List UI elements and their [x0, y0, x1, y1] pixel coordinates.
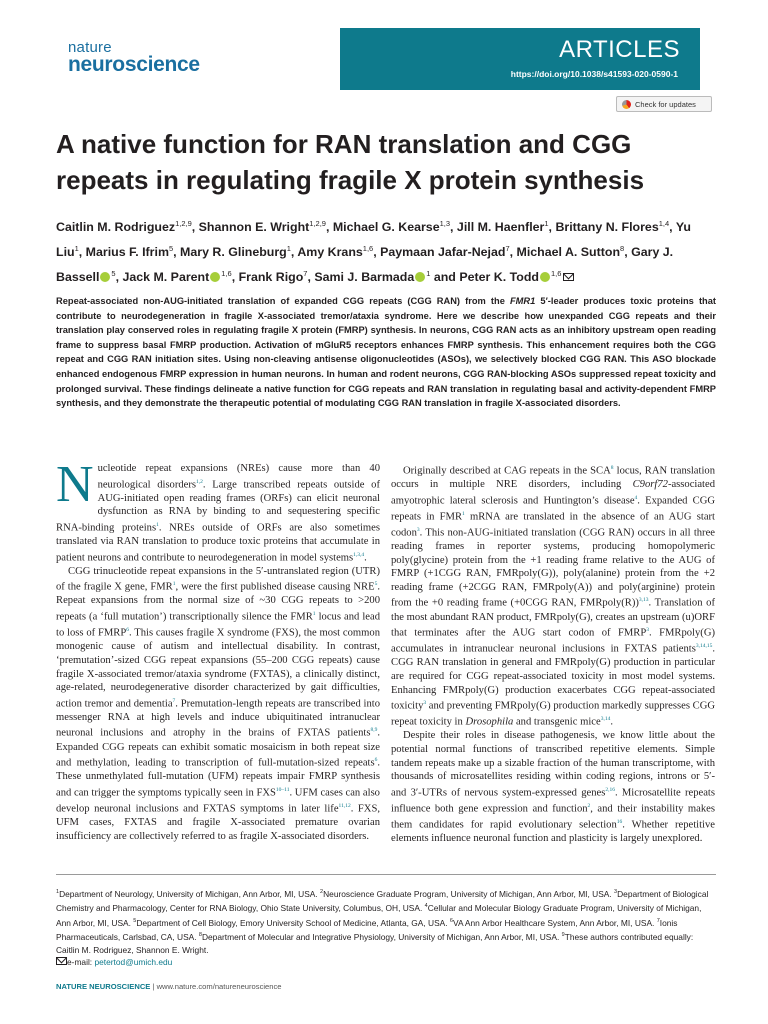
- author-name[interactable]: Sami J. Barmada: [314, 270, 415, 285]
- orcid-icon[interactable]: [540, 272, 550, 282]
- affiliation-marker: 1,3: [439, 219, 451, 228]
- affiliation-marker: 7: [303, 269, 308, 279]
- affiliation-marker: 8: [620, 244, 625, 254]
- affiliation-marker: 1,6: [221, 269, 232, 279]
- affiliation-marker: 7: [505, 244, 510, 254]
- doi-link[interactable]: https://doi.org/10.1038/s41593-020-0590-1: [510, 69, 678, 79]
- author-name[interactable]: Jack M. Parent: [122, 270, 210, 285]
- journal-logo[interactable]: [68, 40, 200, 75]
- author-name[interactable]: Michael A. Sutton: [516, 245, 621, 260]
- affiliation-marker: 5: [111, 269, 116, 279]
- section-label: ARTICLES: [559, 36, 680, 63]
- author-name[interactable]: Amy Krans: [297, 245, 363, 260]
- affiliation-marker: 1,4: [658, 219, 670, 228]
- author-name[interactable]: Peter K. Todd: [459, 270, 539, 285]
- corresponding-email-link[interactable]: petertod@umich.edu: [94, 957, 173, 968]
- author-name[interactable]: Paymaan Jafar-Nejad: [380, 245, 506, 260]
- author-name[interactable]: Caitlin M. Rodriguez: [56, 220, 176, 235]
- affiliation-marker: 1,6: [550, 269, 562, 279]
- footer-journal-url[interactable]: www.nature.com/natureneuroscience: [156, 982, 282, 991]
- author-name[interactable]: Michael G. Kearse: [332, 220, 440, 235]
- envelope-icon[interactable]: [563, 273, 574, 281]
- crossmark-icon: [622, 100, 631, 109]
- affiliation-marker: 1: [286, 244, 291, 254]
- orcid-icon[interactable]: [210, 272, 220, 282]
- author-name[interactable]: Yu Liu: [56, 220, 691, 260]
- paragraph: CGG trinucleotide repeat expansions in the 5′-untranslated region (UTR) of the fragile X gene, FMR$^1$, were the first published disease causing NRE$^5$. Repeat expansions from the normal size of ~30 CGG repeats to >200 repeats (a ‘full mutation’) transcriptionally silence the FMR$^1$ locus and lead to loss of FMRP$^6$. This causes fragile X syndrome (FXS), the most common monogenic cause of autism and intellectual disability. In contrast, ‘premutation’-sized CGG repeat expansions (55–200 CGG repeats) cause fragile X-associated tremor/ataxia syndrome (FXTAS), a clinically distinct, age-related, neurodegenerative disorder characterized by gait difficulties, action tremor and dementia$^7$. Premutation-length repeats are transcribed into messenger RNA at high levels and induce ubiquitinated intranuclear neuronal inclusions and atrophy in the brains of FXTAS patients$^{8,9}$. Expanded CGG repeats can exhibit somatic mosaicism in both repeat size and methylation, leading to transcription of full-mutation-sized repeats$^6$. These unmethylated full-mutation (UFM) repeats impair FMRP synthesis and can trigger the symptoms typically seen in FXS$^{10-11}$. UFM cases can also develop neuronal inclusions and FXTAS symptoms in later life$^{11,12}$. FXS, UFM cases, FXTAS and fragile X-associated premature ovarian insufficiency are collectively referred to as fragile X-associated disorders.: [56, 565, 380, 842]
- page-footer: [56, 982, 282, 991]
- paragraph: Despite their roles in disease pathogenesis, we know little about the potential normal functions of transcribed repetitive elements. Simple tandem repeats make up a sizable fraction of the human transcriptome, with thousands of microsatellites residing within coding regions, introns or 5′- and 3′-UTRs of nervous system-expressed genes$^{2,16}$. Microsatellite repeats influence both gene expression and function$^2$, and their instability makes them candidates for rapid evolutionary selection$^{16}$. Whether repetitive elements influence neuronal function and plasticity is largely unexplored.: [391, 730, 715, 845]
- affiliation-marker: 1: [426, 269, 431, 279]
- author-name[interactable]: Mary R. Glineburg: [180, 245, 287, 260]
- affiliation-marker: 1,2,9: [309, 219, 326, 228]
- paragraph: ucleotide repeat expansions (NREs) cause more than 40 neurological disorders$^{1,2}$. Large transcribed repeats outside of AUG-initiated open reading frames (ORFs) can elicit neuronal dysfunction as RNA by binding to and sequestering specific RNA-binding proteins$^1$. NREs outside of ORFs are also sometimes translated via RAN translation to produce toxic proteins that accumulate in patient neurons and contribute to neurodegeneration in model systems$^{1,3,4}$.: [56, 463, 381, 564]
- affiliation-marker: 5: [168, 244, 174, 254]
- author-list: Caitlin M. Rodriguez$^{1,2,9}$, Shannon E. Wright$^{1,2,9}$, Michael G. Kearse$^{1,3}$, Jill M. Haenfler$^1$, Brittany N. Flores$^{1,4}$, Yu Liu$^1$, Marius F. Ifrim$^5$, Mary R. Glineburg$^1$, Amy Krans$^{1,6}$, Paymaan Jafar-Nejad$^7$, Michael A. Sutton$^8$, Gary J. Bassell $^5$, Jack M. Parent $^{1,6}$, Frank Rigo$^7$, Sami J. Barmada $^1$ and Peter K. Todd $^{1,6}$: [56, 219, 691, 285]
- affiliations-text: $^1$Department of Neurology, University of Michigan, Ann Arbor, MI, USA. $^2$Neuroscience Graduate Program, University of Michigan, Ann Arbor, MI, USA. $^3$Department of Biological Chemistry and Pharmacology, Center for RNA Biology, Ohio State University, Columbus, OH, USA. $^4$Cellular and Molecular Biology Graduate Program, University of Michigan, Ann Arbor, MI, USA. $^5$Department of Cell Biology, Emory University School of Medicine, Atlanta, GA, USA. $^6$VA Ann Arbor Healthcare System, Ann Arbor, MI, USA. $^7$Ionis Pharmaceuticals, Carlsbad, CA, USA. $^8$Department of Molecular and Integrative Physiology, University of Michigan, Ann Arbor, MI, USA. $^9$These authors contributed equally: Caitlin M. Rodriguez, Shannon E. Wright.: [56, 888, 709, 955]
- orcid-icon[interactable]: [415, 272, 425, 282]
- affiliation-marker: 1: [544, 219, 549, 228]
- footer-journal-name: NATURE NEUROSCIENCE: [56, 982, 151, 991]
- author-name[interactable]: Marius F. Ifrim: [85, 245, 169, 260]
- logo-line-nature: nature: [68, 39, 112, 56]
- author-name[interactable]: Brittany N. Flores: [555, 220, 659, 235]
- email-label: e-mail:: [67, 957, 95, 968]
- affiliation-marker: 1,6: [362, 244, 374, 254]
- logo-line-neuroscience: neuroscience: [68, 53, 200, 76]
- author-name[interactable]: Frank Rigo: [238, 270, 304, 285]
- author-name[interactable]: Shannon E. Wright: [198, 220, 310, 235]
- footnote-divider: [56, 874, 716, 875]
- check-updates-label: Check for updates: [635, 99, 696, 109]
- article-title: A native function for RAN translation and CGG repeats in regulating fragile X protein synthesis: [56, 129, 645, 195]
- author-name[interactable]: Jill M. Haenfler: [456, 220, 545, 235]
- affiliation-marker: 1: [74, 244, 79, 254]
- section-banner: [340, 28, 700, 90]
- affiliations: [56, 886, 716, 969]
- check-for-updates-button[interactable]: [616, 96, 712, 112]
- body-column-right: [391, 462, 715, 846]
- author-name[interactable]: Gary J. Bassell: [56, 245, 674, 285]
- paragraph: Originally described at CAG repeats in the SCA$^8$ locus, RAN translation occurs in multiple NRE disorders, including C9orf72-associated amyotrophic lateral sclerosis and Huntington’s disease$^4$. Expanded CGG repeats in FMR$^1$ mRNA are translated in the absence of an AUG start codon$^3$. This non-AUG-initiated translation (CGG RAN) occurs in all three reading frames in reporter systems, producing homopolymeric poly(glycine) protein from the +1 reading frame relative to the AUG of FMRP (+1CGG RAN, FMRpoly(G)), poly(alanine) protein from the +2 reading frame (+2CGG RAN, FMRpoly(A)) and poly(arginine) protein from the +0 reading frame (+0CGG RAN, FMRpoly(R))$^{3,13}$. Translation of the most abundant RAN product, FMRpoly(G), creates an upstream (u)ORF that terminates after the AUG start codon of FMRP$^3$. FMRpoly(G) accumulates in intranuclear neuronal inclusions in FXTAS patients$^{3,14,15}$. CGG RAN translation in general and FMRpoly(G) production in particular are required for CGG repeat-associated toxicity in most model systems. Enhancing FMRpoly(G) production exacerbates CGG repeat-associated toxicity$^3$ and preventing FMRpoly(G) production markedly suppresses CGG repeat toxicity in Drosophila and transgenic mice$^{3,14}$.: [391, 465, 716, 728]
- abstract: Repeat-associated non-AUG-initiated translation of expanded CGG repeats (CGG RAN) from the FMR1 5′-leader produces toxic proteins that contribute to neurodegeneration in fragile X-associated tremor/ataxia syndrome. Here we describe how unexpanded CGG repeats and their translation play conserved roles in regulating fragile X protein (FMRP) synthesis. In neurons, CGG RAN acts as an inhibitory upstream open reading frame to suppress basal FMRP production. Activation of mGluR5 receptors enhances FMRP synthesis. This enhancement requires both the CGG repeat and CGG RAN initiation sites. Using non-cleaving antisense oligonucleotides (ASOs), we selectively blocked CGG RAN. This ASO blockade enhanced endogenous FMRP expression in human neurons. In human and rodent neurons, CGG RAN-blocking ASOs suppressed repeat toxicity and prolonged survival. These findings delineate a native function for CGG repeats and RAN translation in regulating basal and activity-dependent FMRP synthesis, and they demonstrate the therapeutic potential of modulating CGG RAN translation in fragile X-associated disorders.: [56, 296, 716, 409]
- drop-cap: N: [56, 456, 94, 513]
- affiliation-marker: 1,2,9: [175, 219, 192, 228]
- orcid-icon[interactable]: [100, 272, 110, 282]
- footer-separator: |: [150, 982, 157, 991]
- body-column-left: [56, 456, 381, 843]
- envelope-icon: [56, 957, 67, 965]
